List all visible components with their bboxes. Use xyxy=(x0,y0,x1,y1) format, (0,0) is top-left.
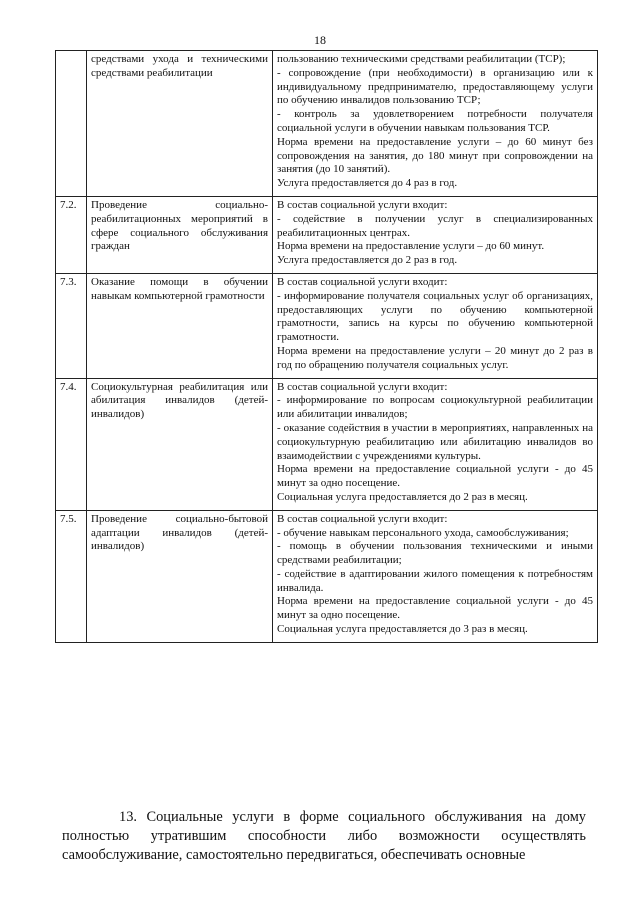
service-description xyxy=(273,510,598,642)
description-line: - информирование получателя социальных услуг об организациях, предоставляющих услуги по обучению компьютерной грамотности, запись на курсы по обучению компьютерной грамотности. xyxy=(277,289,593,344)
description-line: - помощь в обучении пользования техническими и иными средствами реабилитации; xyxy=(277,540,593,567)
table-row xyxy=(56,51,598,197)
description-line: Услуга предоставляется до 4 раз в год. xyxy=(277,177,458,190)
service-name: Проведение социально-бытовой адаптации инвалидов (детей-инвалидов) xyxy=(87,510,273,642)
description-line: В состав социальной услуги входит: xyxy=(277,198,448,211)
service-description xyxy=(273,378,598,510)
service-description xyxy=(273,196,598,273)
row-number: 7.5. xyxy=(56,510,87,642)
page-number: 18 xyxy=(314,33,326,47)
description-line: В состав социальной услуги входит: xyxy=(277,275,448,288)
service-name: Оказание помощи в обучении навыкам компьютерной грамотности xyxy=(87,273,273,378)
row-number: 7.4. xyxy=(56,378,87,510)
description-line: Норма времени на предоставление социальной услуги - до 45 минут за одно посещение. xyxy=(277,595,593,622)
description-line: Норма времени на предоставление услуги – до 60 минут. xyxy=(277,240,545,253)
description-line: В состав социальной услуги входит: xyxy=(277,380,448,393)
description-line: - содействие в получении услуг в специализированных реабилитационных центрах. xyxy=(277,212,593,239)
description-line: Норма времени на предоставление услуги – до 60 минут без сопровождения на занятия, до 180 минут при сопровождении на занятия (до 10 занятий). xyxy=(277,135,593,176)
service-name: Социокультурная реабилитация или абилитация инвалидов (детей-инвалидов) xyxy=(87,378,273,510)
table-row xyxy=(56,378,598,510)
table-row xyxy=(56,196,598,273)
table-row xyxy=(56,510,598,642)
row-number: 7.3. xyxy=(56,273,87,378)
description-line: - оказание содействия в участии в мероприятиях, направленных на социокультурную реабилитацию или абилитацию инвалидов во взаимодействии с учреждениями культуры. xyxy=(277,421,593,462)
description-line: Норма времени на предоставление социальной услуги - до 45 минут за одно посещение. xyxy=(277,463,593,490)
service-name: средствами ухода и техническими средствами реабилитации xyxy=(87,51,273,197)
description-line: Услуга предоставляется до 2 раз в год. xyxy=(277,254,458,267)
description-line: Социальная услуга предоставляется до 2 раз в месяц. xyxy=(277,490,528,503)
description-line: - обучение навыкам персонального ухода, самообслуживания; xyxy=(277,526,569,539)
row-number: 7.2. xyxy=(56,196,87,273)
services-table xyxy=(55,50,598,643)
description-line: Социальная услуга предоставляется до 3 раз в месяц. xyxy=(277,623,528,636)
description-line: В состав социальной услуги входит: xyxy=(277,512,448,525)
service-description xyxy=(273,273,598,378)
description-line: - контроль за удовлетворением потребности получателя социальной услуги в обучении навыкам пользования ТСР. xyxy=(277,108,593,134)
service-description xyxy=(273,51,598,197)
row-number xyxy=(56,51,87,197)
description-line: пользованию техническими средствами реабилитации (ТСР); xyxy=(277,53,566,65)
description-line: - информирование по вопросам социокультурной реабилитации или абилитации инвалидов; xyxy=(277,394,593,421)
description-line: Норма времени на предоставление услуги – 20 минут до 2 раз в год по обращению получателя социальных услуг. xyxy=(277,344,593,371)
description-line: - сопровождение (при необходимости) в организацию или к индивидуальному предпринимателю, предоставляющему услуги по обучению инвалидов пользованию ТСР; xyxy=(277,66,593,107)
service-name: Проведение социально-реабилитационных мероприятий в сфере социального обслуживания граждан xyxy=(87,196,273,273)
description-line: - содействие в адаптировании жилого помещения к потребностям инвалида. xyxy=(277,567,593,594)
section-13-paragraph: 13. Социальные услуги в форме социального обслуживания на дому полностью утратившим способности либо возможности осуществлять самообслуживание, самостоятельно передвигаться, обеспечивать основные xyxy=(62,809,586,863)
table-row xyxy=(56,273,598,378)
